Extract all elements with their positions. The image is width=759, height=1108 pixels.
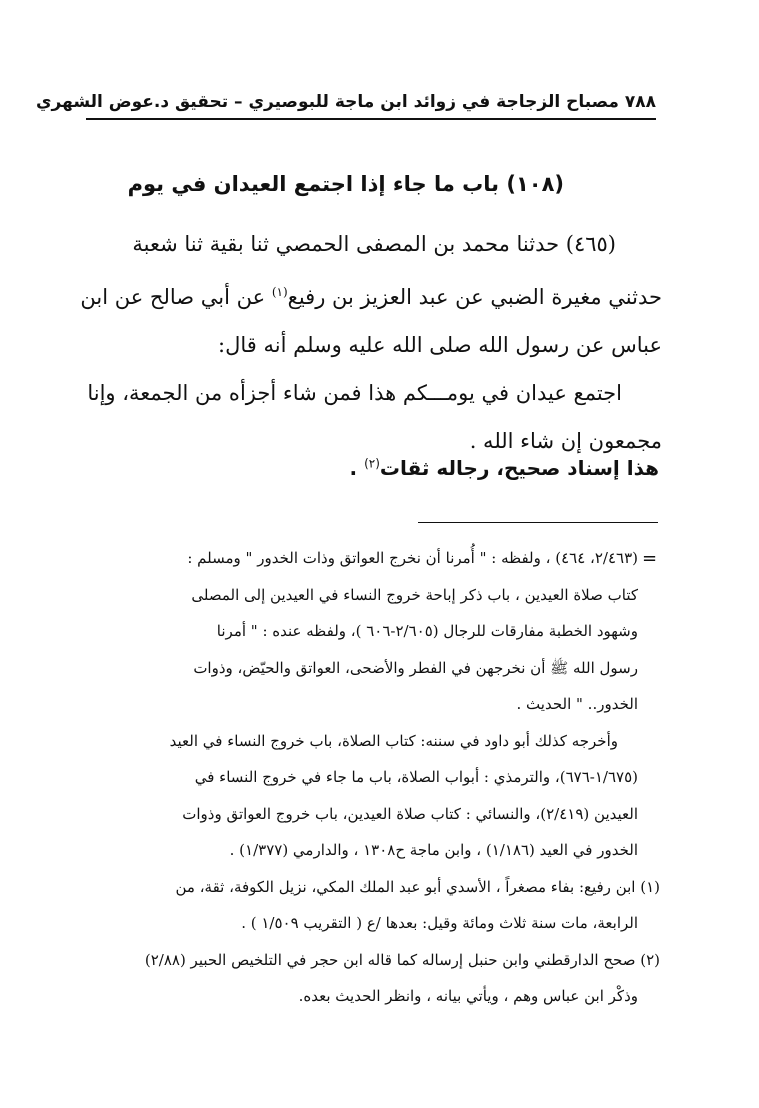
hadith-line-2-text: حدثني مغيرة الضبي عن عبد العزيز بن رفيع	[287, 285, 662, 309]
footnote-cont-line-1: (٢/٤٦٣، ٤٦٤) ، ولفظه : " أُمرنا أن نخرج العواتق وذات الخدور " ومسلم :	[187, 549, 638, 567]
footnote-separator	[418, 522, 658, 523]
footnote-cont-line-7: (١/٦٧٥-٦٧٦)، والترمذي : أبواب الصلاة، باب ما جاء في خروج النساء في	[194, 768, 638, 786]
page-number: ٧٨٨	[624, 92, 656, 112]
footnote-1-line-1: (١) ابن رفيع: بفاء مصغراً ، الأسدي أبو عبد الملك المكي، نزيل الكوفة، ثقة، من	[175, 877, 660, 896]
footnotes	[92, 540, 660, 1015]
footnote-cont-line-5: الخدور.. " الحديث .	[516, 695, 638, 713]
footnote-2-line-2: وذكْر ابن عباس وهم ، ويأتي بيانه ، وانظر الحديث بعده.	[298, 987, 638, 1005]
footnote-ref-2: (٢)	[364, 456, 380, 471]
hadith-line-2	[82, 268, 662, 321]
hadith-text	[82, 220, 662, 465]
footnote-cont-line-2: كتاب صلاة العيدين ، باب ذكر إباحة خروج النساء في العيدين إلى المصلى	[191, 585, 638, 604]
hadith-line-1: (٤٦٥) حدثنا محمد بن المصفى الحمصي ثنا بقية ثنا شعبة	[132, 232, 616, 256]
hadith-line-5: مجمعون إن شاء الله .	[469, 429, 662, 453]
footnote-cont-line-9: الخدور في العيد (١/١٨٦) ، وابن ماجة ح١٣٠٨ ، والدارمي (١/٣٧٧) .	[229, 841, 638, 859]
grading-end: .	[349, 456, 365, 480]
footnote-2-line-1: (٢) صحح الدارقطني وابن حنبل إرساله كما قاله ابن حجر في التلخيص الحبير (٢/٨٨)	[144, 950, 660, 969]
hadith-line-3: عباس عن رسول الله صلى الله عليه وسلم أنه قال:	[218, 333, 662, 357]
book-title: مصباح الزجاجة في زوائد ابن ماجة للبوصيري – تحقيق د.عوض الشهري	[35, 92, 619, 112]
header-line	[36, 92, 656, 112]
isnad-grading	[350, 456, 659, 480]
continuation-marker: =	[642, 548, 658, 569]
hadith-line-4: اجتمع عيدان في يومـــكم هذا فمن شاء أجزأه من الجمعة، وإنا	[87, 381, 622, 405]
footnote-cont-line-8: العيدين (٢/٤١٩)، والنسائي : كتاب صلاة العيدين، باب خروج العواتق وذوات	[182, 804, 638, 823]
footnote-1-line-2: الرابعة، مات سنة ثلاث ومائة وقيل: بعدها /ع ( التقريب ١/٥٠٩ ) .	[241, 914, 638, 932]
footnote-cont-line-6: وأخرجه كذلك أبو داود في سننه: كتاب الصلاة، باب خروج النساء في العيد	[169, 731, 618, 750]
footnote-cont-line-3: وشهود الخطبة مفارقات للرجال (٢/٦٠٥-٦٠٦ )، ولفظه عنده : " أمرنا	[216, 622, 638, 640]
running-header	[35, 84, 656, 120]
footnote-ref-1: (١)	[271, 285, 288, 299]
grading-text: هذا إسناد صحيح، رجاله ثقات	[379, 456, 659, 480]
hadith-line-2-rest: عن أبي صالح عن ابن	[80, 285, 266, 309]
footnote-cont-line-4: رسول الله ﷺ أن نخرجهن في الفطر والأضحى، العواتق والحيّض، وذوات	[193, 658, 638, 677]
chapter-heading: (١٠٨) باب ما جاء إذا اجتمع العيدان في يوم	[127, 172, 564, 196]
